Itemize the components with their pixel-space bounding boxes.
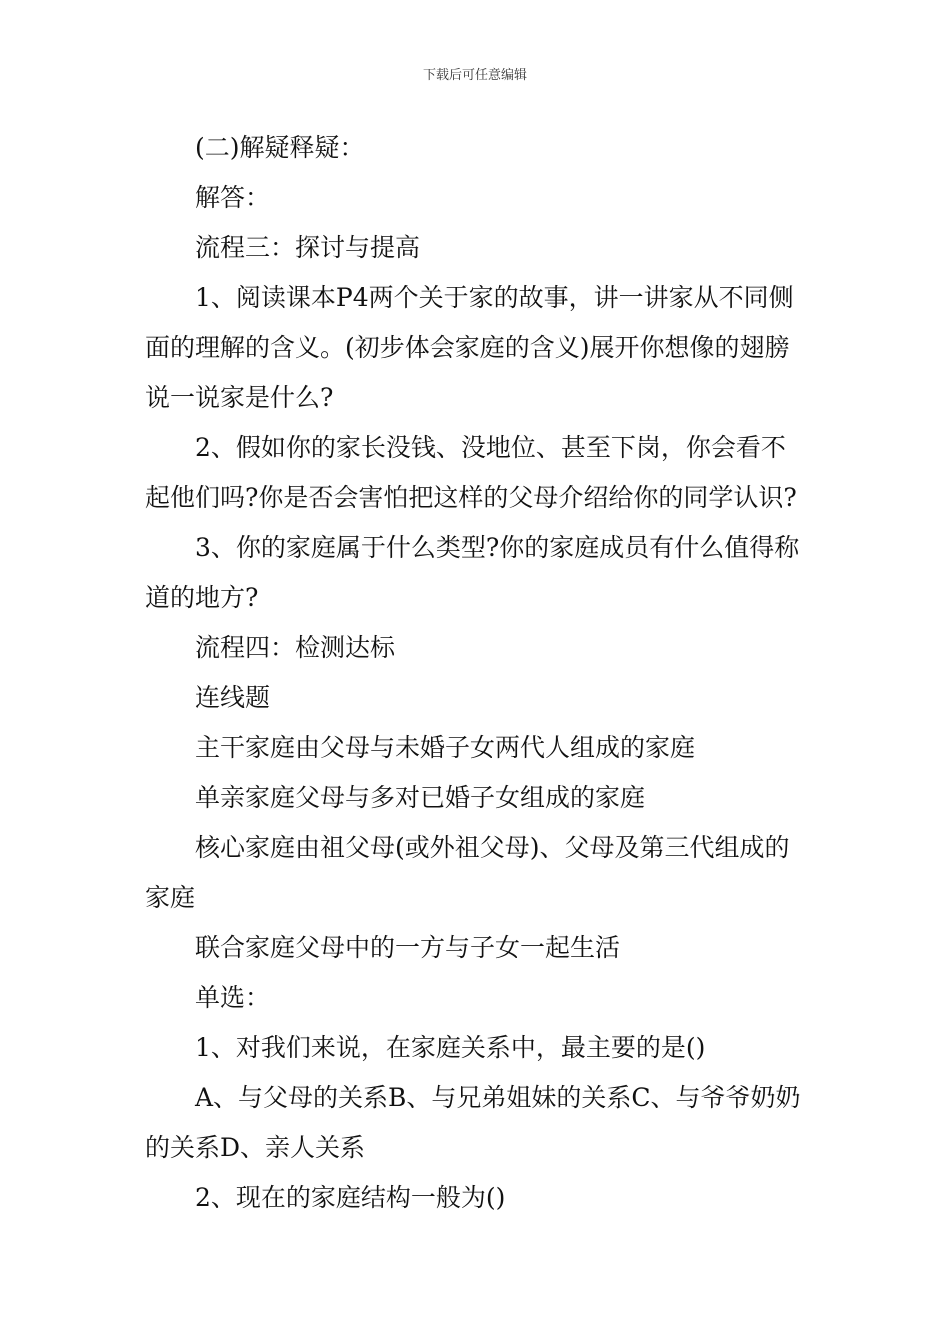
single-choice-title: 单选： [195, 983, 271, 1012]
heading-jieyi: (二)解疑释疑： [195, 133, 365, 162]
question-3: 3、你的家庭属于什么类型?你的家庭成员有什么值得称道的地方? [145, 533, 800, 612]
heading-process-three: 流程三：探讨与提高 [195, 233, 421, 262]
choice-question-2: 2、现在的家庭结构一般为() [195, 1183, 506, 1212]
choice-question-1: 1、对我们来说，在家庭关系中，最主要的是() [195, 1033, 706, 1062]
question-1: 1、阅读课本P4两个关于家的故事，讲一讲家从不同侧面的理解的含义。(初步体会家庭的含义)展开你想像的翅膀说一说家是什么? [145, 283, 794, 412]
heading-process-four: 流程四：检测达标 [195, 633, 396, 662]
answer-label: 解答： [195, 183, 271, 212]
matching-title: 连线题 [195, 683, 271, 712]
matching-item-4: 联合家庭父母中的一方与子女一起生活 [195, 933, 621, 962]
matching-item-1: 主干家庭由父母与未婚子女两代人组成的家庭 [195, 733, 696, 762]
document-body [145, 123, 810, 1223]
page-header: 下载后可任意编辑 [422, 68, 527, 83]
question-2: 2、假如你的家长没钱、没地位、甚至下岗，你会看不起他们吗?你是否会害怕把这样的父母介绍给你的同学认识? [145, 433, 797, 512]
matching-item-3: 核心家庭由祖父母(或外祖父母)、父母及第三代组成的家庭 [145, 833, 790, 912]
matching-item-2: 单亲家庭父母与多对已婚子女组成的家庭 [195, 783, 646, 812]
choice-options-1: A、与父母的关系B、与兄弟姐妹的关系C、与爷爷奶奶的关系D、亲人关系 [145, 1083, 801, 1162]
